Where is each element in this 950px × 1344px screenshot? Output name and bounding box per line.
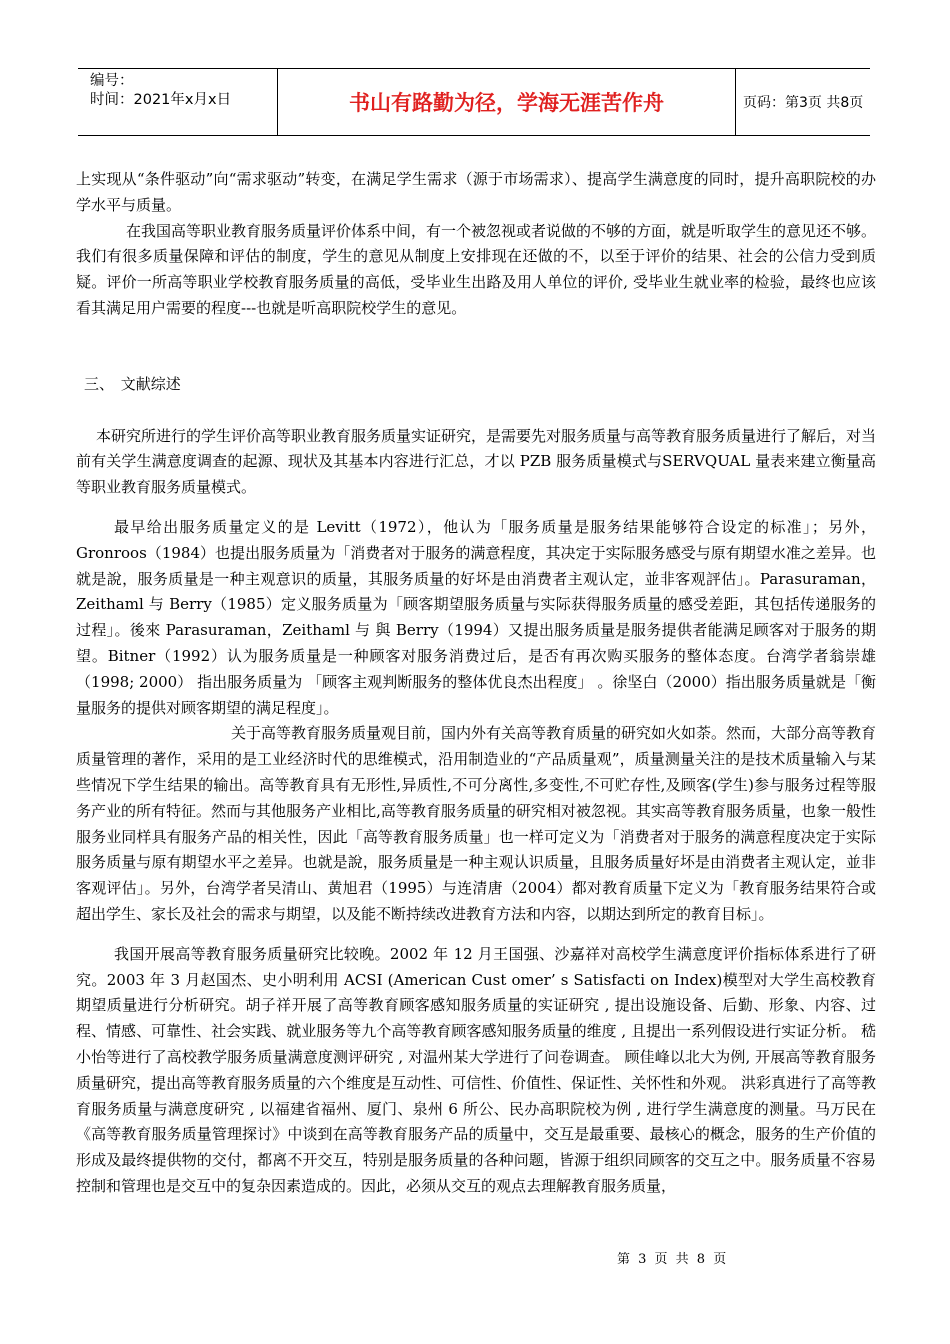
paragraph: 最早给出服务质量定义的是 Levitt（1972），他认为「服务质量是服务结果能够符合设定的标准」；另外，Gronroos（1984）也提出服务质量为「消费者对于服务的满意程度，其决定于实际服务感受与原有期望水准之差异。也就是說，服务质量是一种主观意识的质量，其服务质量的好坏是由消费者主观认定，並非客观評估」。Parasuraman，Zeithaml 与 Berry（1985）定义服务质量为「顾客期望服务质量与实际获得服务质量的感受差距，其包括传递服务的过程」。後來 Parasuraman，Zeithaml 与 與 Berry（1994）又提出服务质量是服务提供者能满足顾客对于服务的期望。Bitner（1992）认为服务质量是一种顾客对服务消费过后，是否有再次购买服务的整体态度。台湾学者翁崇雄 （1998; 2000） 指出服务质量为 「顾客主观判断服务的整体优良杰出程度」 。徐坚白（2000）指出服务质量就是「衡量服务的提供对顾客期望的满足程度」。 [76, 517, 876, 717]
paragraph: 我国开展高等教育服务质量研究比较晚。2002 年 12 月王国强、沙嘉祥对高校学生满意度评价指标体系进行了研究。2003 年 3 月赵国杰、史小明利用 ACSI (American Cust omer’ s Satisfacti on Index)模型对大学生高校教育期望质量进行分析研究。胡子祥开展了高等教育顾客感知服务质量的实证研究 , 提出设施设备、后勤、形象、内容、过程、情感、可靠性、社会实践、就业服务等九个高等教育顾客感知服务质量的维度 , 且提出一系列假设进行实证分析。 嵇小怡等进行了高校教学服务质量满意度测评研究 , 对温州某大学进行了问卷调查。 顾佳峰以北大为例, 开展高等教育服务质量研究，提出高等教育服务质量的六个维度是互动性、可信性、价值性、保证性、关怀性和外观。 洪彩真进行了高等教育服务质量与满意度研究 , 以福建省福州、厦门、泉州 6 所公、民办高职院校为例 , 进行学生满意度的测量。马万民在《高等教育服务质量管理探讨》中谈到在高等教育服务产品的质量中，交互是最重要、最核心的概念，服务的生产价值的形成及最终提供物的交付，都离不开交互，特别是服务质量的各种问题，皆源于组织同顾客的交互之中。服务质量不容易控制和管理也是交互中的复杂因素造成的。因此，必须从交互的观点去理解教育服务质量， [76, 944, 876, 1195]
header-meta-cell [78, 69, 278, 135]
header-motto: 书山有路勤为径，学海无涯苦作舟 [278, 69, 736, 135]
document-body [76, 167, 876, 1200]
paragraph: 在我国高等职业教育服务质量评价体系中间，有一个被忽视或者说做的不够的方面，就是听取学生的意见还不够。我们有很多质量保障和评估的制度，学生的意见从制度上安排现在还做的不，以至于评价的结果、社会的公信力受到质疑。评价一所高等职业学校教育服务质量的高低，受毕业生出路及用人单位的评价, 受毕业生就业率的检验，最终也应该看其满足用户需要的程度---也就是听高职院校学生的意见。 [76, 221, 877, 317]
paragraph: 上实现从“条件驱动”向“需求驱动”转变，在满足学生需求（源于市场需求）、提高学生满意度的同时，提升高职院校的办学水平与质量。 [76, 170, 876, 214]
document-number-label: 编号： [90, 73, 134, 89]
header-page-info: 页码：第3页 共8页 [743, 95, 864, 111]
page-footer: 第 3 页 共 8 页 [617, 1252, 727, 1267]
paragraph: 本研究所进行的学生评价高等职业教育服务质量实证研究，是需要先对服务质量与高等教育服务质量进行了解后，对当前有关学生满意度调查的起源、现状及其基本内容进行汇总，才以 PZB 服务质量模式与SERVQUAL 量表来建立衡量高等职业教育服务质量模式。 [76, 426, 877, 497]
document-date-label: 时间：2021年x月x日 [90, 92, 232, 108]
paragraph: 关于高等教育服务质量观目前，国内外有关高等教育质量的研究如火如荼。然而，大部分高等教育质量管理的著作，采用的是工业经济时代的思维模式，沿用制造业的“产品质量观”，质量测量关注的是技术质量输入与某些情况下学生结果的输出。高等教育具有无形性,异质性,不可分离性,多变性,不可贮存性,及顾客(学生)参与服务过程等服务产业的所有特征。然而与其他服务产业相比,高等教育服务质量的研究相对被忽视。其实高等教育服务质量，也象一般性服务业同样具有服务产品的相关性，因此「高等教育服务质量」也一样可定义为「消费者对于服务的满意程度决定于实际服务质量与原有期望水平之差异。也就是說，服务质量是一种主观认识质量，且服务质量好坏是由消费者主观认定，並非客观评估」。另外，台湾学者吴清山、黄旭君（1995）与连清唐（2004）都对教育质量下定义为「教育服务结果符合或超出学生、家长及社会的需求与期望，以及能不断持续改进教育方法和内容，以期达到所定的教育目标」。 [76, 724, 877, 923]
section-heading: 三、 文献综述 [84, 374, 181, 393]
document-header [78, 68, 870, 136]
